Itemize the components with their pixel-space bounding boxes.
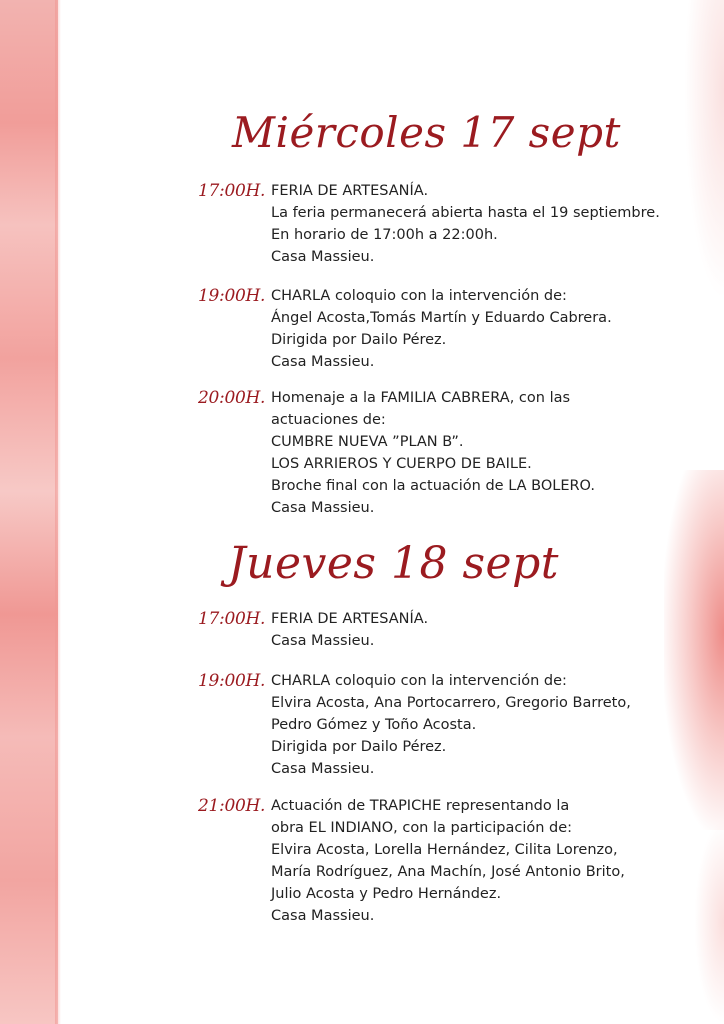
event-line: Broche final con la actuación de LA BOLERO. (271, 478, 595, 494)
event-venue: Casa Massieu. (271, 354, 375, 370)
event-line: Homenaje a la FAMILIA CABRERA, con las (271, 390, 571, 406)
event-description (271, 387, 595, 519)
event-line: Dirigida por Dailo Pérez. (271, 332, 447, 348)
event-line: CUMBRE NUEVA ”PLAN B”. (271, 434, 464, 450)
event-line: Ángel Acosta,Tomás Martín y Eduardo Cabrera. (271, 310, 612, 326)
watercolor-right-wash-top (684, 0, 724, 300)
event-line: FERIA DE ARTESANÍA. (271, 183, 429, 199)
event-line: actuaciones de: (271, 412, 386, 428)
watercolor-right-wash-middle (664, 470, 724, 830)
event-time: 20:00H. (198, 388, 266, 408)
event-line: Actuación de TRAPICHE representando la (271, 798, 570, 814)
event-venue: Casa Massieu. (271, 908, 375, 924)
event-description (271, 795, 625, 927)
watercolor-left-band (0, 0, 58, 1024)
day-title-thursday: Jueves 18 sept (228, 538, 559, 589)
event-description (271, 670, 631, 780)
day-title-wednesday: Miércoles 17 sept (232, 108, 621, 157)
event-line: La feria permanecerá abierta hasta el 19 septiembre. (271, 205, 660, 221)
event-line: María Rodríguez, Ana Machín, José Antonio Brito, (271, 864, 625, 880)
event-line: Elvira Acosta, Lorella Hernández, Cilita Lorenzo, (271, 842, 618, 858)
watercolor-right-wash-bottom (694, 820, 724, 1024)
event-venue: Casa Massieu. (271, 761, 375, 777)
event-description (271, 608, 428, 652)
event-description (271, 285, 612, 373)
event-venue: Casa Massieu. (271, 249, 375, 265)
event-time: 19:00H. (198, 671, 266, 691)
event-venue: Casa Massieu. (271, 500, 375, 516)
event-line: Elvira Acosta, Ana Portocarrero, Gregorio Barreto, (271, 695, 631, 711)
event-line: CHARLA coloquio con la intervención de: (271, 673, 567, 689)
event-line: LOS ARRIEROS Y CUERPO DE BAILE. (271, 456, 532, 472)
event-time: 21:00H. (198, 796, 266, 816)
event-description (271, 180, 660, 268)
event-line: obra EL INDIANO, con la participación de: (271, 820, 573, 836)
event-line: Dirigida por Dailo Pérez. (271, 739, 447, 755)
event-line: Julio Acosta y Pedro Hernández. (271, 886, 502, 902)
event-line: FERIA DE ARTESANÍA. (271, 611, 429, 627)
event-time: 19:00H. (198, 286, 266, 306)
event-line: En horario de 17:00h a 22:00h. (271, 227, 498, 243)
event-time: 17:00H. (198, 609, 266, 629)
event-time: 17:00H. (198, 181, 266, 201)
event-line: Pedro Gómez y Toño Acosta. (271, 717, 477, 733)
event-line: CHARLA coloquio con la intervención de: (271, 288, 567, 304)
event-venue: Casa Massieu. (271, 633, 375, 649)
